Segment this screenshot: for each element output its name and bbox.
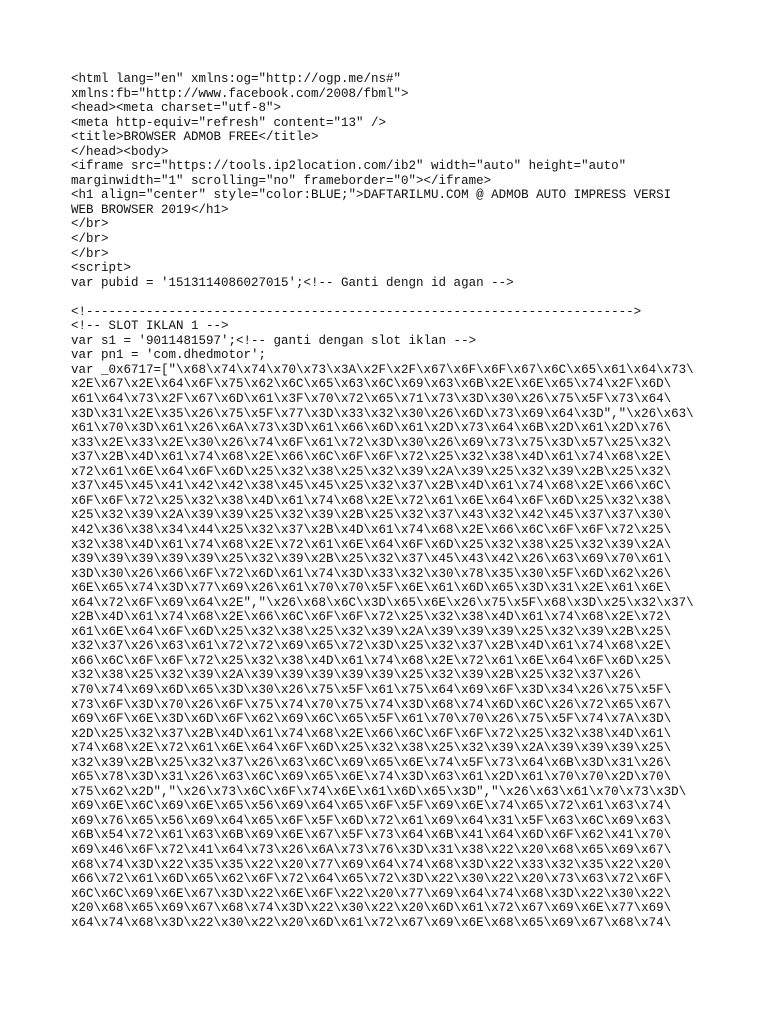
code-line: <html lang="en" xmlns:og="http://ogp.me/ns#" (71, 72, 402, 86)
code-line: xmlns:fb="http://www.facebook.com/2008/fbml"> (71, 86, 409, 101)
code-line: x72\x61\x6E\x64\x6F\x6D\x25\x32\x38\x25\x32\x39\x2A\x39\x25\x32\x39\x2B\x25\x32\ (71, 464, 672, 479)
code-line: x32\x37\x26\x63\x61\x72\x72\x69\x65\x72\x3D\x25\x32\x37\x2B\x4D\x61\x74\x68\x2E\ (71, 639, 672, 654)
code-line: var pubid = '1513114086027015';<!-- Ganti dengn id agan --> (71, 275, 514, 290)
code-line: x69\x76\x65\x56\x69\x64\x65\x6F\x5F\x6D\x72\x61\x69\x64\x31\x5F\x63\x6C\x69\x63\ (71, 813, 672, 828)
code-line: </head><body> (71, 144, 169, 159)
code-line: x39\x39\x39\x39\x39\x25\x32\x39\x2B\x25\x32\x37\x45\x43\x42\x26\x63\x69\x70\x61\ (71, 552, 672, 567)
code-line: x6E\x65\x74\x3D\x77\x69\x26\x61\x70\x70\x5F\x6E\x61\x6D\x65\x3D\x31\x2E\x61\x6E\ (71, 581, 672, 596)
code-line: x42\x36\x38\x34\x44\x25\x32\x37\x2B\x4D\x61\x74\x68\x2E\x66\x6C\x6F\x6F\x72\x25\ (71, 522, 672, 537)
code-line: var s1 = '9011481597';<!-- ganti dengan slot iklan --> (71, 333, 477, 348)
code-line: x69\x46\x6F\x72\x41\x64\x73\x26\x6A\x73\x76\x3D\x31\x38\x22\x20\x68\x65\x69\x67\ (71, 842, 672, 857)
code-line: x32\x39\x2B\x25\x32\x37\x26\x63\x6C\x69\x65\x6E\x74\x5F\x73\x64\x6B\x3D\x31\x26\ (71, 755, 672, 770)
code-line: x64\x74\x68\x3D\x22\x30\x22\x20\x6D\x61\x72\x67\x69\x6E\x68\x65\x69\x67\x68\x74\ (71, 915, 672, 930)
code-line: x66\x72\x61\x6D\x65\x62\x6F\x72\x64\x65\x72\x3D\x22\x30\x22\x20\x73\x63\x72\x6F\ (71, 872, 672, 887)
code-line: x74\x68\x2E\x72\x61\x6E\x64\x6F\x6D\x25\x32\x38\x25\x32\x39\x2A\x39\x39\x39\x25\ (71, 741, 672, 756)
code-line: x64\x72\x6F\x69\x64\x2E","\x26\x68\x6C\x3D\x65\x6E\x26\x75\x5F\x68\x3D\x25\x32\x37\ (71, 595, 694, 610)
code-line: x6F\x6F\x72\x25\x32\x38\x4D\x61\x74\x68\x2E\x72\x61\x6E\x64\x6F\x6D\x25\x32\x38\ (71, 493, 672, 508)
code-line: x61\x70\x3D\x61\x26\x6A\x73\x3D\x61\x66\x6D\x61\x2D\x73\x64\x6B\x2D\x61\x2D\x76\ (71, 421, 672, 436)
code-line: x32\x38\x25\x32\x39\x2A\x39\x39\x39\x39\x39\x25\x32\x39\x2B\x25\x32\x37\x26\ (71, 668, 642, 683)
code-line: <script> (71, 261, 132, 276)
code-line: </br> (71, 246, 109, 261)
code-line: x37\x2B\x4D\x61\x74\x68\x2E\x66\x6C\x6F\x6F\x72\x25\x32\x38\x4D\x61\x74\x68\x2E\ (71, 450, 672, 465)
code-line: <title>BROWSER ADMOB FREE</title> (71, 130, 319, 145)
code-line: x65\x78\x3D\x31\x26\x63\x6C\x69\x65\x6E\x74\x3D\x63\x61\x2D\x61\x70\x70\x2D\x70\ (71, 770, 672, 785)
code-line: x20\x68\x65\x69\x67\x68\x74\x3D\x22\x30\x22\x20\x6D\x61\x72\x67\x69\x6E\x77\x69\ (71, 901, 672, 916)
code-line: x37\x45\x45\x41\x42\x42\x38\x45\x45\x25\x32\x37\x2B\x4D\x61\x74\x68\x2E\x66\x6C\ (71, 479, 672, 494)
code-line: x70\x74\x69\x6D\x65\x3D\x30\x26\x75\x5F\x61\x75\x64\x69\x6F\x3D\x34\x26\x75\x5F\ (71, 682, 672, 697)
code-line: </br> (71, 217, 109, 232)
code-line: WEB BROWSER 2019</h1> (71, 202, 229, 217)
code-line (71, 290, 761, 305)
code-line: x32\x38\x4D\x61\x74\x68\x2E\x72\x61\x6E\x64\x6F\x6D\x25\x32\x38\x25\x32\x39\x2A\ (71, 537, 672, 552)
code-line: x33\x2E\x33\x2E\x30\x26\x74\x6F\x61\x72\x3D\x30\x26\x69\x73\x75\x3D\x57\x25\x32\ (71, 435, 672, 450)
code-line: x75\x62\x2D","\x26\x73\x6C\x6F\x74\x6E\x61\x6D\x65\x3D","\x26\x63\x61\x70\x73\x3D\ (71, 784, 687, 799)
code-line: x25\x32\x39\x2A\x39\x39\x25\x32\x39\x2B\x25\x32\x37\x43\x32\x42\x45\x37\x37\x30\ (71, 508, 672, 523)
code-line: </br> (71, 232, 109, 247)
code-line: <!-------------------------------------------------------------------------> (71, 304, 642, 319)
code-line: <meta http-equiv="refresh" content="13" /> (71, 115, 387, 130)
code-line: x69\x6E\x6C\x69\x6E\x65\x56\x69\x64\x65\x6F\x5F\x69\x6E\x74\x65\x72\x61\x63\x74\ (71, 799, 672, 814)
code-line: x66\x6C\x6F\x6F\x72\x25\x32\x38\x4D\x61\x74\x68\x2E\x72\x61\x6E\x64\x6F\x6D\x25\ (71, 653, 672, 668)
code-line: x6B\x54\x72\x61\x63\x6B\x69\x6E\x67\x5F\x73\x64\x6B\x41\x64\x6D\x6F\x62\x41\x70\ (71, 828, 672, 843)
code-line: x3D\x30\x26\x66\x6F\x72\x6D\x61\x74\x3D\x33\x32\x30\x78\x35\x30\x5F\x6D\x62\x26\ (71, 566, 672, 581)
code-line: x61\x64\x73\x2F\x67\x6D\x61\x3F\x70\x72\x65\x71\x73\x3D\x30\x26\x75\x5F\x73\x64\ (71, 392, 672, 407)
code-line: <h1 align="center" style="color:BLUE;">DAFTARILMU.COM @ ADMOB AUTO IMPRESS VERSI (71, 188, 672, 203)
code-line: x73\x6F\x3D\x70\x26\x6F\x75\x74\x70\x75\x74\x3D\x68\x74\x6D\x6C\x26\x72\x65\x67\ (71, 697, 672, 712)
code-line: x61\x6E\x64\x6F\x6D\x25\x32\x38\x25\x32\x39\x2A\x39\x39\x39\x25\x32\x39\x2B\x25\ (71, 624, 672, 639)
code-line: x3D\x31\x2E\x35\x26\x75\x5F\x77\x3D\x33\x32\x30\x26\x6D\x73\x69\x64\x3D","\x26\x63\ (71, 406, 694, 421)
code-line: marginwidth="1" scrolling="no" frameborder="0"></iframe> (71, 173, 492, 188)
code-line: x69\x6F\x6E\x3D\x6D\x6F\x62\x69\x6C\x65\x5F\x61\x70\x70\x26\x75\x5F\x74\x7A\x3D\ (71, 712, 672, 727)
code-line: <iframe src="https://tools.ip2location.com/ib2" width="auto" height="auto" (71, 159, 627, 174)
code-line: x2D\x25\x32\x37\x2B\x4D\x61\x74\x68\x2E\x66\x6C\x6F\x6F\x72\x25\x32\x38\x4D\x61\ (71, 726, 672, 741)
code-line: var _0x6717=["\x68\x74\x74\x70\x73\x3A\x2F\x2F\x67\x6F\x6F\x67\x6C\x65\x61\x64\x73\ (71, 362, 694, 377)
code-line: x68\x74\x3D\x22\x35\x35\x22\x20\x77\x69\x64\x74\x68\x3D\x22\x33\x32\x35\x22\x20\ (71, 857, 672, 872)
code-line: <!-- SLOT IKLAN 1 --> (71, 319, 229, 334)
code-line: x6C\x6C\x69\x6E\x67\x3D\x22\x6E\x6F\x22\x20\x77\x69\x64\x74\x68\x3D\x22\x30\x22\ (71, 886, 672, 901)
code-line: x2B\x4D\x61\x74\x68\x2E\x66\x6C\x6F\x6F\x72\x25\x32\x38\x4D\x61\x74\x68\x2E\x72\ (71, 610, 672, 625)
code-document (71, 72, 761, 930)
code-line: var pn1 = 'com.dhedmotor'; (71, 348, 267, 363)
code-line: x2E\x67\x2E\x64\x6F\x75\x62\x6C\x65\x63\x6C\x69\x63\x6B\x2E\x6E\x65\x74\x2F\x6D\ (71, 377, 672, 392)
code-line: <head><meta charset="utf-8"> (71, 101, 282, 116)
